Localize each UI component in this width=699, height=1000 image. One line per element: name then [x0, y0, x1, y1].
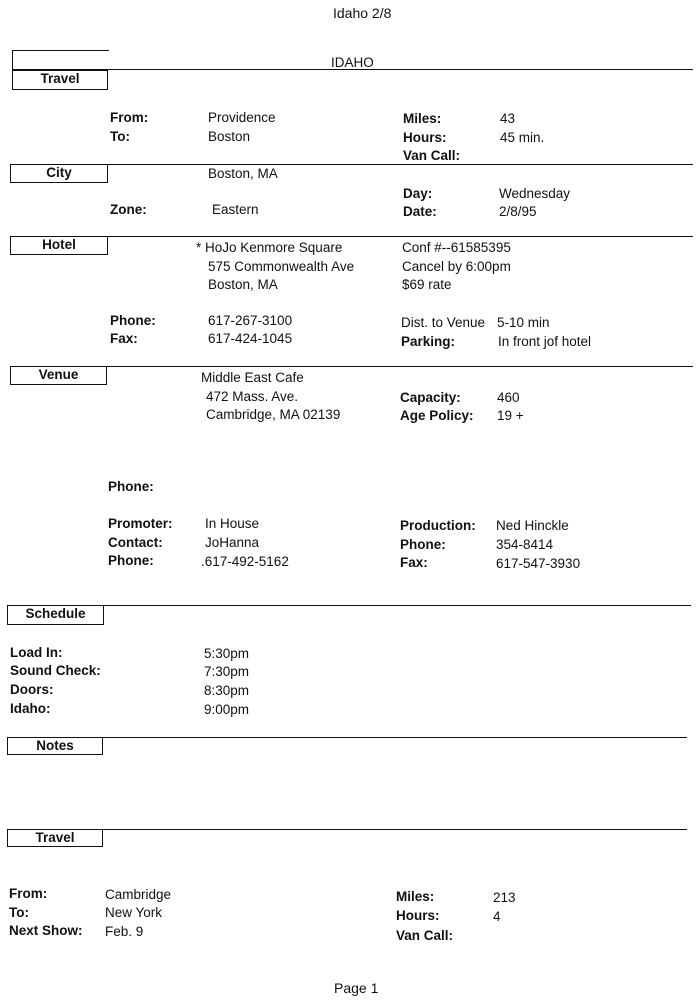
- schedule-label-3: Idaho:: [10, 701, 51, 716]
- hotel-name: * HoJo Kenmore Square: [196, 240, 343, 255]
- hotel-dist: 5-10 min: [497, 315, 550, 330]
- hotel-section-rule: [10, 236, 693, 237]
- schedule-label-0: Load In:: [10, 645, 63, 660]
- hotel-dist-label: Dist. to Venue: [401, 315, 486, 330]
- travel-to: Boston: [208, 129, 251, 144]
- hotel-phone-label: Phone:: [110, 313, 156, 328]
- travel-from-label: From:: [110, 110, 149, 125]
- travel2-from-label: From:: [9, 886, 48, 901]
- page-number: Page 1: [334, 980, 379, 996]
- hotel-parking-label: Parking:: [401, 334, 456, 349]
- hotel-address1: 575 Commonwealth Ave: [208, 259, 355, 274]
- travel2-miles: 213: [493, 890, 516, 905]
- city-day-label: Day:: [403, 186, 433, 201]
- travel2-next-label: Next Show:: [9, 923, 83, 938]
- travel2-to: New York: [105, 905, 163, 920]
- schedule-label-2: Doors:: [10, 682, 54, 697]
- hotel-phone: 617-267-3100: [208, 313, 293, 328]
- travel-vancall-label: Van Call:: [403, 148, 461, 163]
- section-schedule-label: Schedule: [7, 605, 104, 625]
- venue-fax: 617-547-3930: [496, 556, 581, 571]
- section-travel2-label: Travel: [7, 829, 103, 847]
- travel-hours-label: Hours:: [403, 130, 447, 145]
- section-hotel-label: Hotel: [10, 236, 108, 255]
- venue-address2: Cambridge, MA 02139: [206, 407, 341, 422]
- travel2-hours-label: Hours:: [396, 908, 440, 923]
- section-notes-label: Notes: [7, 737, 103, 755]
- city-name: Boston, MA: [208, 166, 278, 181]
- venue-fax-label: Fax:: [400, 555, 428, 570]
- venue-promoter-label: Promoter:: [108, 516, 173, 531]
- city-zone-label: Zone:: [110, 202, 147, 217]
- band-name: IDAHO: [331, 55, 374, 70]
- venue-address1: 472 Mass. Ave.: [206, 389, 299, 404]
- schedule-time-0: 5:30pm: [204, 646, 250, 661]
- travel2-section-rule: [7, 829, 687, 830]
- venue-prod-phone: 354-8414: [496, 537, 554, 552]
- header-left-rule: [12, 50, 13, 70]
- venue-promoter: In House: [205, 516, 260, 531]
- schedule-section-rule: [7, 605, 691, 606]
- travel2-next: Feb. 9: [105, 924, 144, 939]
- city-day: Wednesday: [499, 186, 571, 201]
- venue-phone2-label: Phone:: [108, 553, 154, 568]
- venue-age-label: Age Policy:: [400, 408, 474, 423]
- notes-section-rule: [7, 737, 687, 738]
- header-top-rule: [12, 50, 109, 51]
- section-travel-label: Travel: [12, 70, 108, 90]
- travel2-hours: 4: [493, 909, 501, 924]
- travel-to-label: To:: [110, 129, 130, 144]
- section-venue-label: Venue: [10, 366, 107, 385]
- city-zone: Eastern: [212, 202, 259, 217]
- venue-name: Middle East Cafe: [201, 370, 304, 385]
- hotel-fax: 617-424-1045: [208, 331, 293, 346]
- travel2-to-label: To:: [9, 905, 29, 920]
- venue-prod-phone-label: Phone:: [400, 537, 446, 552]
- venue-contact: JoHanna: [205, 535, 260, 550]
- section-city-label: City: [10, 164, 108, 183]
- travel-miles: 43: [500, 111, 516, 126]
- city-date-label: Date:: [403, 204, 437, 219]
- hotel-conf: Conf #--61585395: [402, 240, 511, 255]
- schedule-label-1: Sound Check:: [10, 663, 101, 678]
- hotel-cancel: Cancel by 6:00pm: [402, 259, 511, 274]
- hotel-parking: In front jof hotel: [498, 334, 592, 349]
- travel-miles-label: Miles:: [403, 111, 442, 126]
- travel2-miles-label: Miles:: [396, 889, 435, 904]
- venue-production-label: Production:: [400, 518, 476, 533]
- venue-phone-label: Phone:: [108, 479, 154, 494]
- hotel-rate: $69 rate: [402, 277, 452, 292]
- city-date: 2/8/95: [499, 204, 537, 219]
- venue-phone2: .617-492-5162: [201, 554, 289, 569]
- venue-age: 19 +: [497, 408, 524, 423]
- venue-contact-label: Contact:: [108, 535, 163, 550]
- venue-capacity: 460: [497, 390, 520, 405]
- schedule-time-3: 9:00pm: [204, 702, 250, 717]
- venue-section-rule: [10, 366, 693, 367]
- travel-from: Providence: [208, 110, 276, 125]
- schedule-time-2: 8:30pm: [204, 683, 250, 698]
- schedule-time-1: 7:30pm: [204, 664, 250, 679]
- travel2-from: Cambridge: [105, 887, 172, 902]
- venue-production: Ned Hinckle: [496, 518, 569, 533]
- travel2-vancall-label: Van Call:: [396, 928, 454, 943]
- hotel-fax-label: Fax:: [110, 331, 138, 346]
- hotel-address2: Boston, MA: [208, 277, 278, 292]
- city-section-rule: [10, 164, 693, 165]
- venue-capacity-label: Capacity:: [400, 390, 461, 405]
- travel-hours: 45 min.: [500, 130, 545, 145]
- page-title: Idaho 2/8: [333, 5, 392, 21]
